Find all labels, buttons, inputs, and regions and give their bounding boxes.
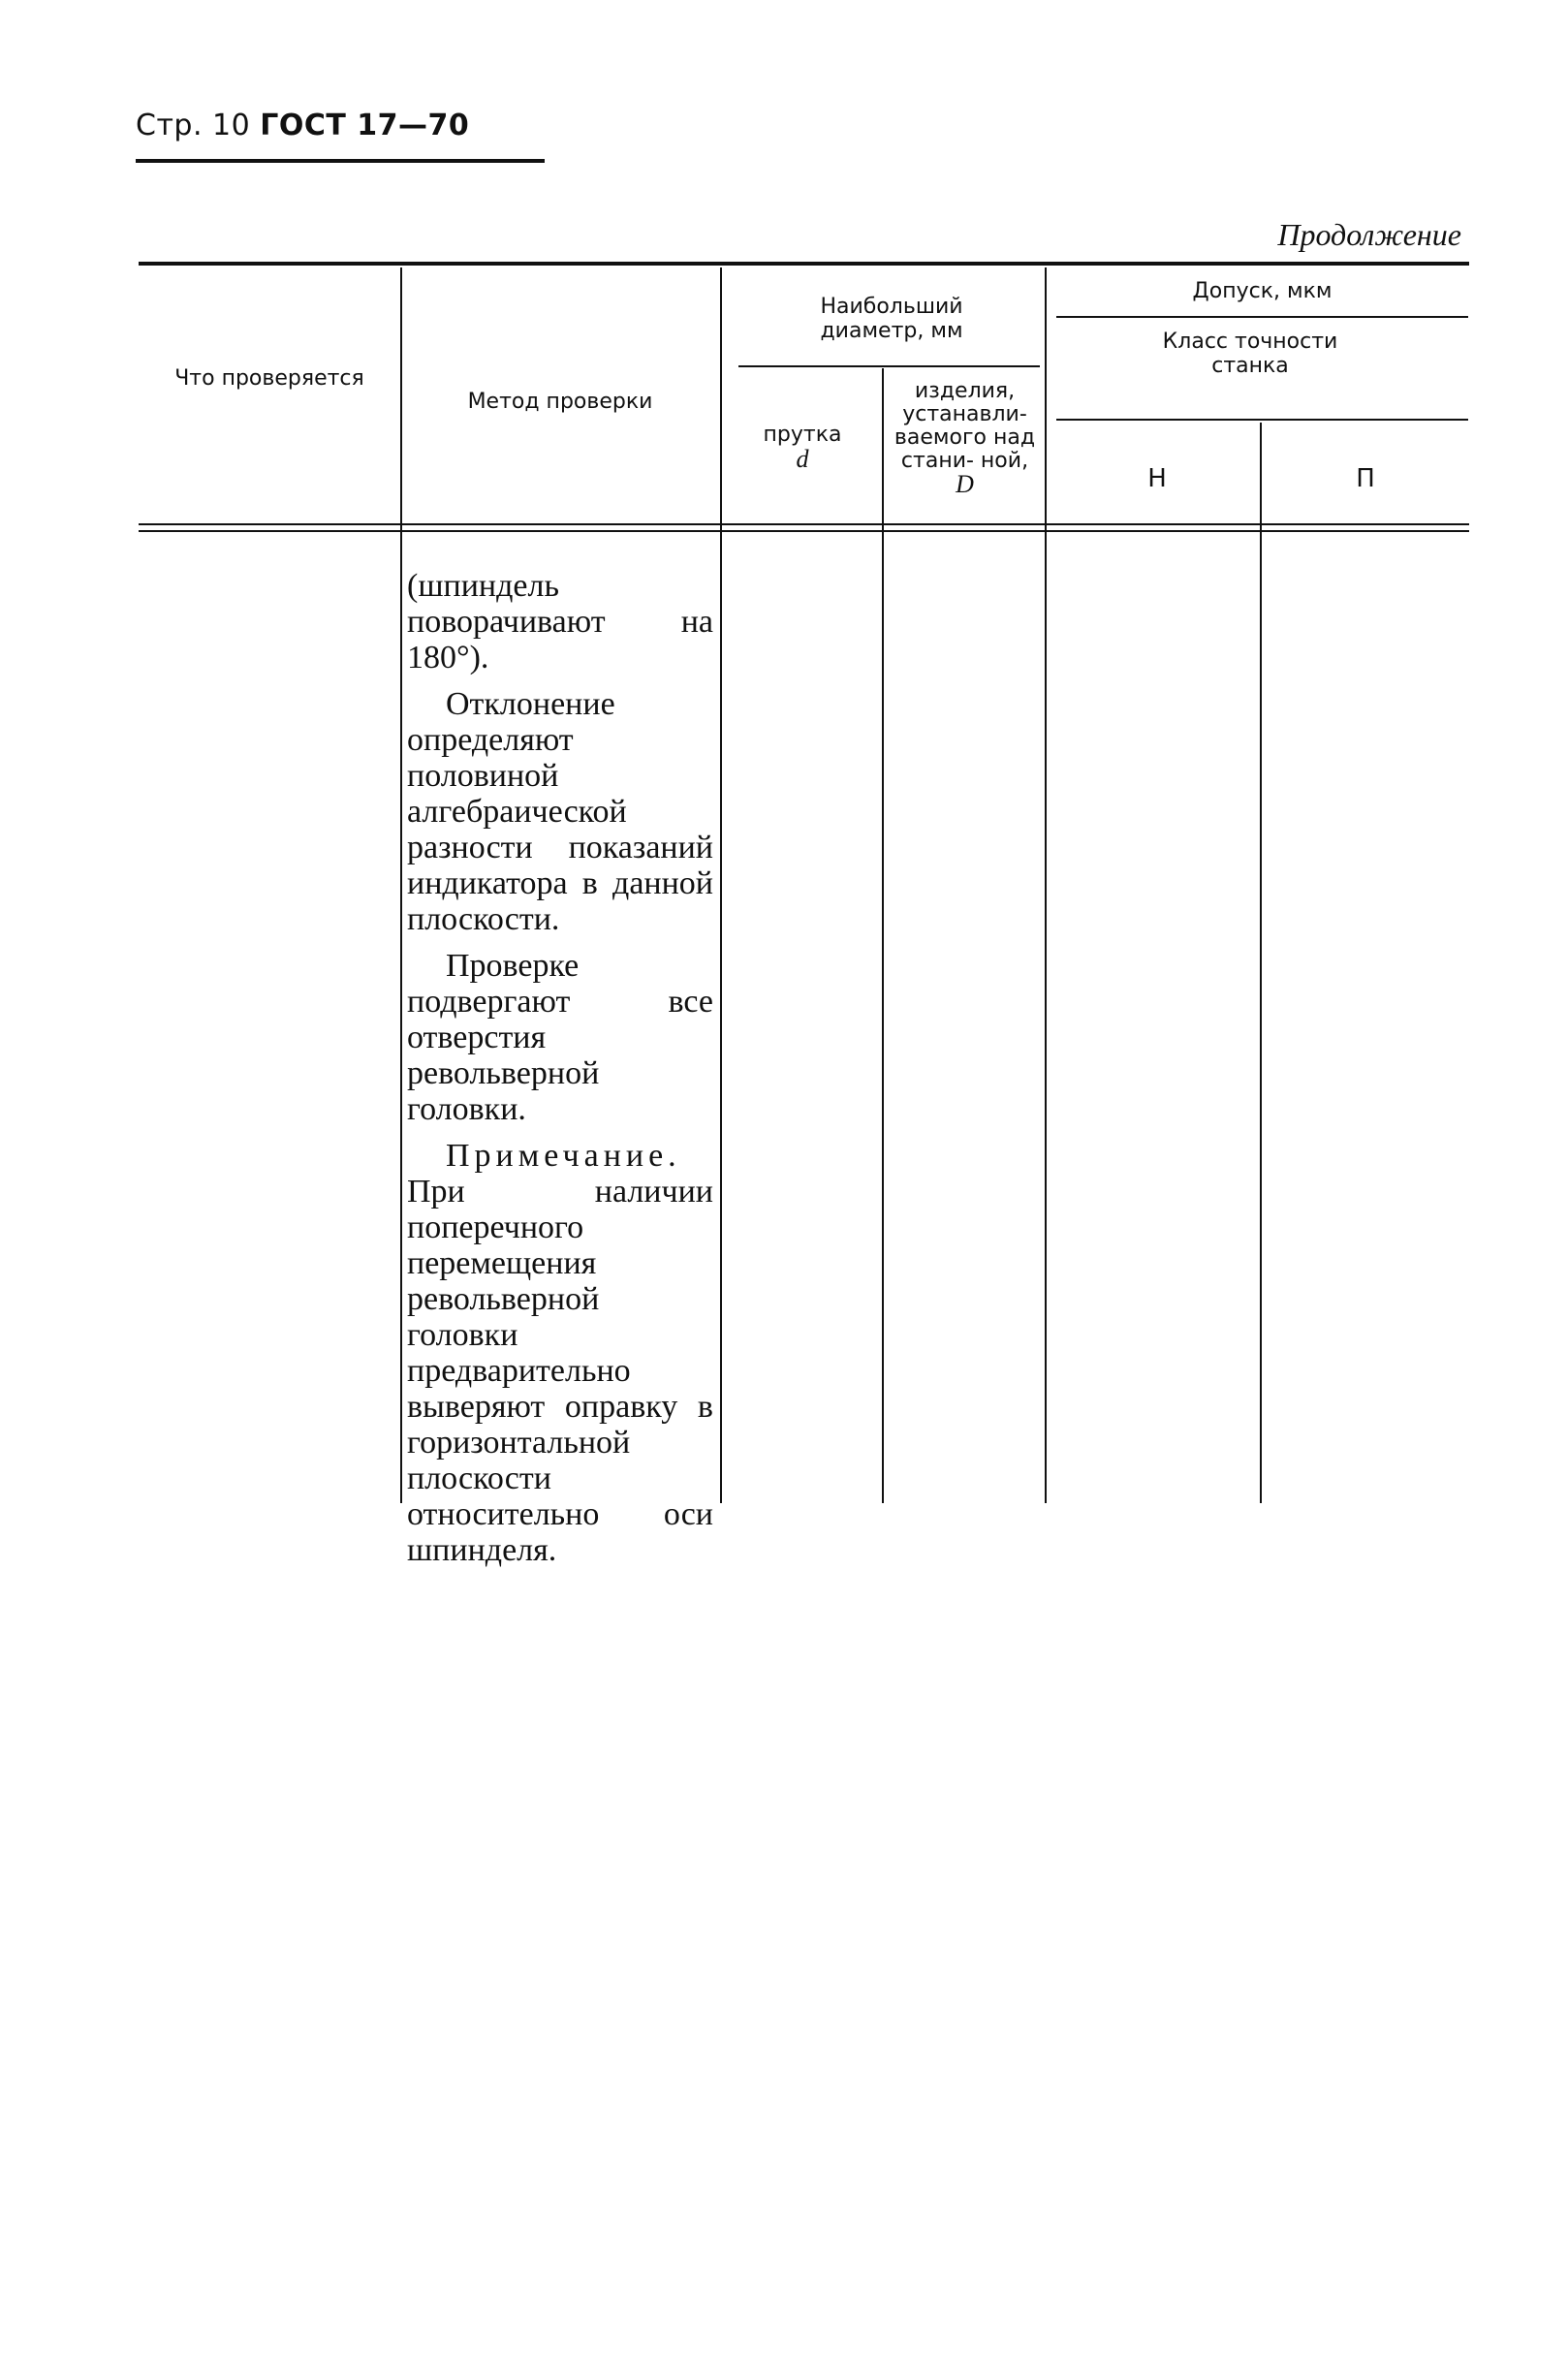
col-divider-2 (720, 267, 722, 1503)
header-workpiece-symbol: D (956, 470, 974, 498)
header-max-diameter: Наибольший диаметр, мм (820, 295, 963, 343)
header-bottom-rule-1 (139, 523, 1469, 525)
note-label: Примечание. (446, 1138, 681, 1174)
table-top-rule (139, 262, 1469, 266)
header-accuracy-class: Класс точности станка (1162, 330, 1338, 378)
method-note (407, 1138, 713, 1568)
standard-number: ГОСТ 17—70 (260, 109, 470, 142)
col-divider-3 (882, 368, 884, 1503)
header-tolerance: Допуск, мкм (1192, 279, 1333, 303)
class-subrule (1056, 419, 1468, 421)
header-class-n: Н (1147, 464, 1167, 493)
col-divider-5 (1260, 423, 1262, 1503)
method-text (407, 568, 713, 1579)
page-number: Стр. 10 (136, 109, 251, 142)
header-bottom-rule-2 (139, 530, 1469, 532)
method-paragraph-3: Проверке подвергают все отверстия револьверной головки. (407, 948, 713, 1127)
note-text: При наличии поперечного перемещения револьверной головки предварительно выверяют оправку в горизонтальной плоскости относительно оси шпинделя. (407, 1174, 713, 1568)
header-bar (727, 423, 878, 471)
method-paragraph-2: Отклонение определяют половиной алгебраической разности показаний индикатора в данной плоскости. (407, 686, 713, 937)
header-method: Метод проверки (467, 390, 653, 414)
header-class-p: П (1356, 464, 1375, 493)
method-paragraph-1: (шпиндель поворачивают на 180°). (407, 568, 713, 675)
continuation-label: Продолжение (1277, 217, 1461, 252)
diameter-subrule (738, 365, 1040, 367)
header-workpiece (890, 380, 1040, 498)
header-rule (136, 159, 545, 163)
tolerance-subrule (1056, 316, 1468, 318)
header-bar-label: прутка (763, 423, 842, 447)
page-header (136, 109, 469, 142)
col-divider-1 (400, 267, 402, 1503)
header-bar-symbol: d (796, 445, 809, 473)
header-what-checked: Что проверяется (174, 366, 364, 391)
header-workpiece-label: изделия, устанавли- ваемого над стани- ной, (894, 379, 1036, 473)
col-divider-4 (1045, 267, 1047, 1503)
